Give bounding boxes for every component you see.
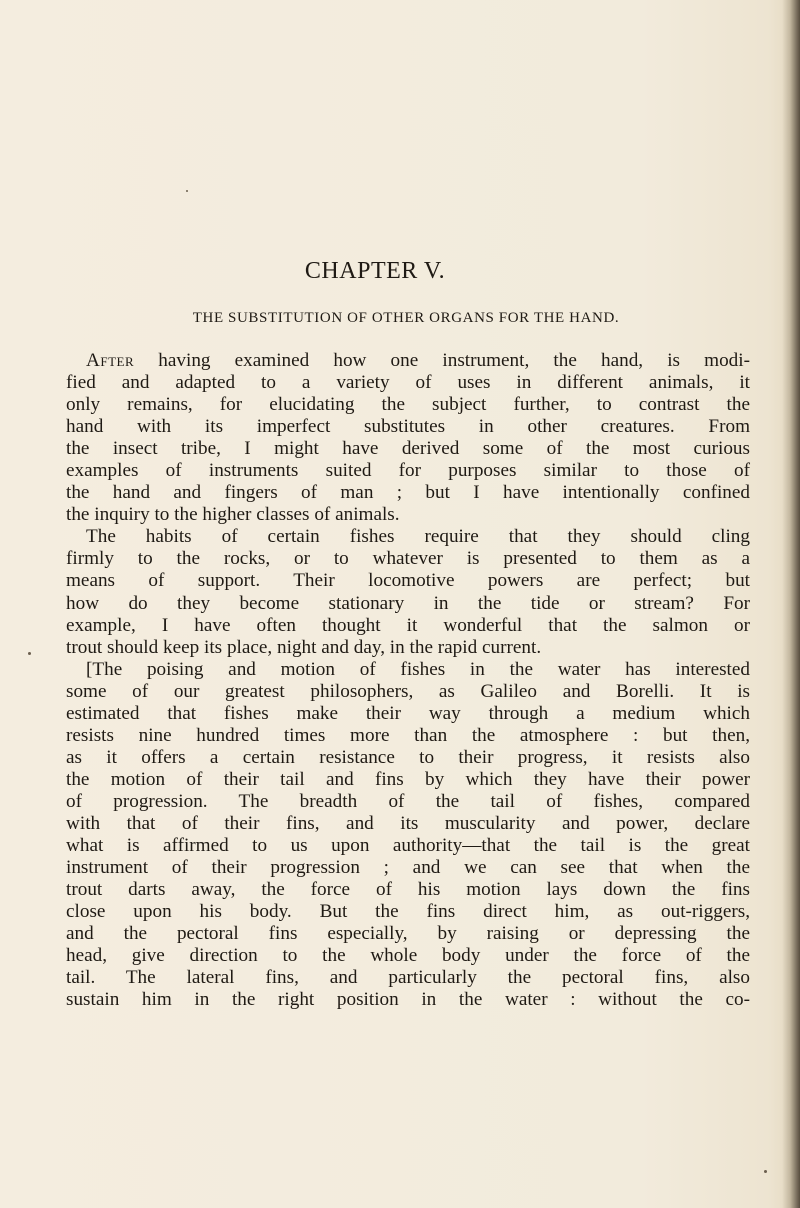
text-line: [The poising and motion of fishes in the water has interested xyxy=(86,658,750,680)
paper-speck xyxy=(764,1170,767,1173)
text-line: instrument of their progression ; and we can see that when the xyxy=(66,857,750,879)
text-line: close upon his body. But the fins direct him, as out-riggers, xyxy=(66,901,750,923)
text-line: resists nine hundred times more than the atmosphere : but then, xyxy=(66,724,750,746)
body-text xyxy=(66,350,750,1011)
text-line: trout darts away, the force of his motion lays down the fins xyxy=(66,879,750,901)
text-line: hand with its imperfect substitutes in other creatures. From xyxy=(66,416,750,438)
text-line: tail. The lateral fins, and particularly the pectoral fins, also xyxy=(66,967,750,989)
text-line: and the pectoral fins especially, by raising or depressing the xyxy=(66,923,750,945)
text-line: fied and adapted to a variety of uses in different animals, it xyxy=(66,372,750,394)
text-line: firmly to the rocks, or to whatever is presented to them as a xyxy=(66,548,750,570)
text-line: as it offers a certain resistance to their progress, it resists also xyxy=(66,746,750,768)
paper-speck xyxy=(186,190,188,192)
text-line: of progression. The breadth of the tail of fishes, compared xyxy=(66,790,750,812)
paper-speck xyxy=(28,652,31,655)
text-line: The habits of certain fishes require that they should cling xyxy=(86,526,750,548)
text-line: the hand and fingers of man ; but I have intentionally confined xyxy=(66,482,750,504)
text-line: means of support. Their locomotive powers are perfect; but xyxy=(66,570,750,592)
text-line: some of our greatest philosophers, as Galileo and Borelli. It is xyxy=(66,680,750,702)
page-edge-shadow xyxy=(782,0,800,1208)
chapter-heading: CHAPTER V. xyxy=(304,258,446,284)
text-line: only remains, for elucidating the subject further, to contrast the xyxy=(66,394,750,416)
text-line: trout should keep its place, night and day, in the rapid current. xyxy=(66,636,542,658)
text-line: what is affirmed to us upon authority—that the tail is the great xyxy=(66,835,750,857)
lead-word: After xyxy=(86,350,135,371)
text-line: with that of their fins, and its muscularity and power, declare xyxy=(66,812,750,834)
text-line: how do they become stationary in the tide or stream? For xyxy=(66,592,750,614)
text-line: After having examined how one instrument, the hand, is modi- xyxy=(86,350,750,371)
text-line: the insect tribe, I might have derived some of the most curious xyxy=(66,438,750,460)
text-line: examples of instruments suited for purposes similar to those of xyxy=(66,460,750,482)
text-line: the motion of their tail and fins by which they have their power xyxy=(66,768,750,790)
chapter-subtitle: THE SUBSTITUTION OF OTHER ORGANS FOR THE HAND. xyxy=(192,310,620,326)
text-line: sustain him in the right position in the water : without the co- xyxy=(66,989,750,1011)
text-line: example, I have often thought it wonderful that the salmon or xyxy=(66,614,750,636)
text-line: the inquiry to the higher classes of animals. xyxy=(66,504,400,526)
text-line: head, give direction to the whole body under the force of the xyxy=(66,945,750,967)
text-line: estimated that fishes make their way through a medium which xyxy=(66,702,750,724)
